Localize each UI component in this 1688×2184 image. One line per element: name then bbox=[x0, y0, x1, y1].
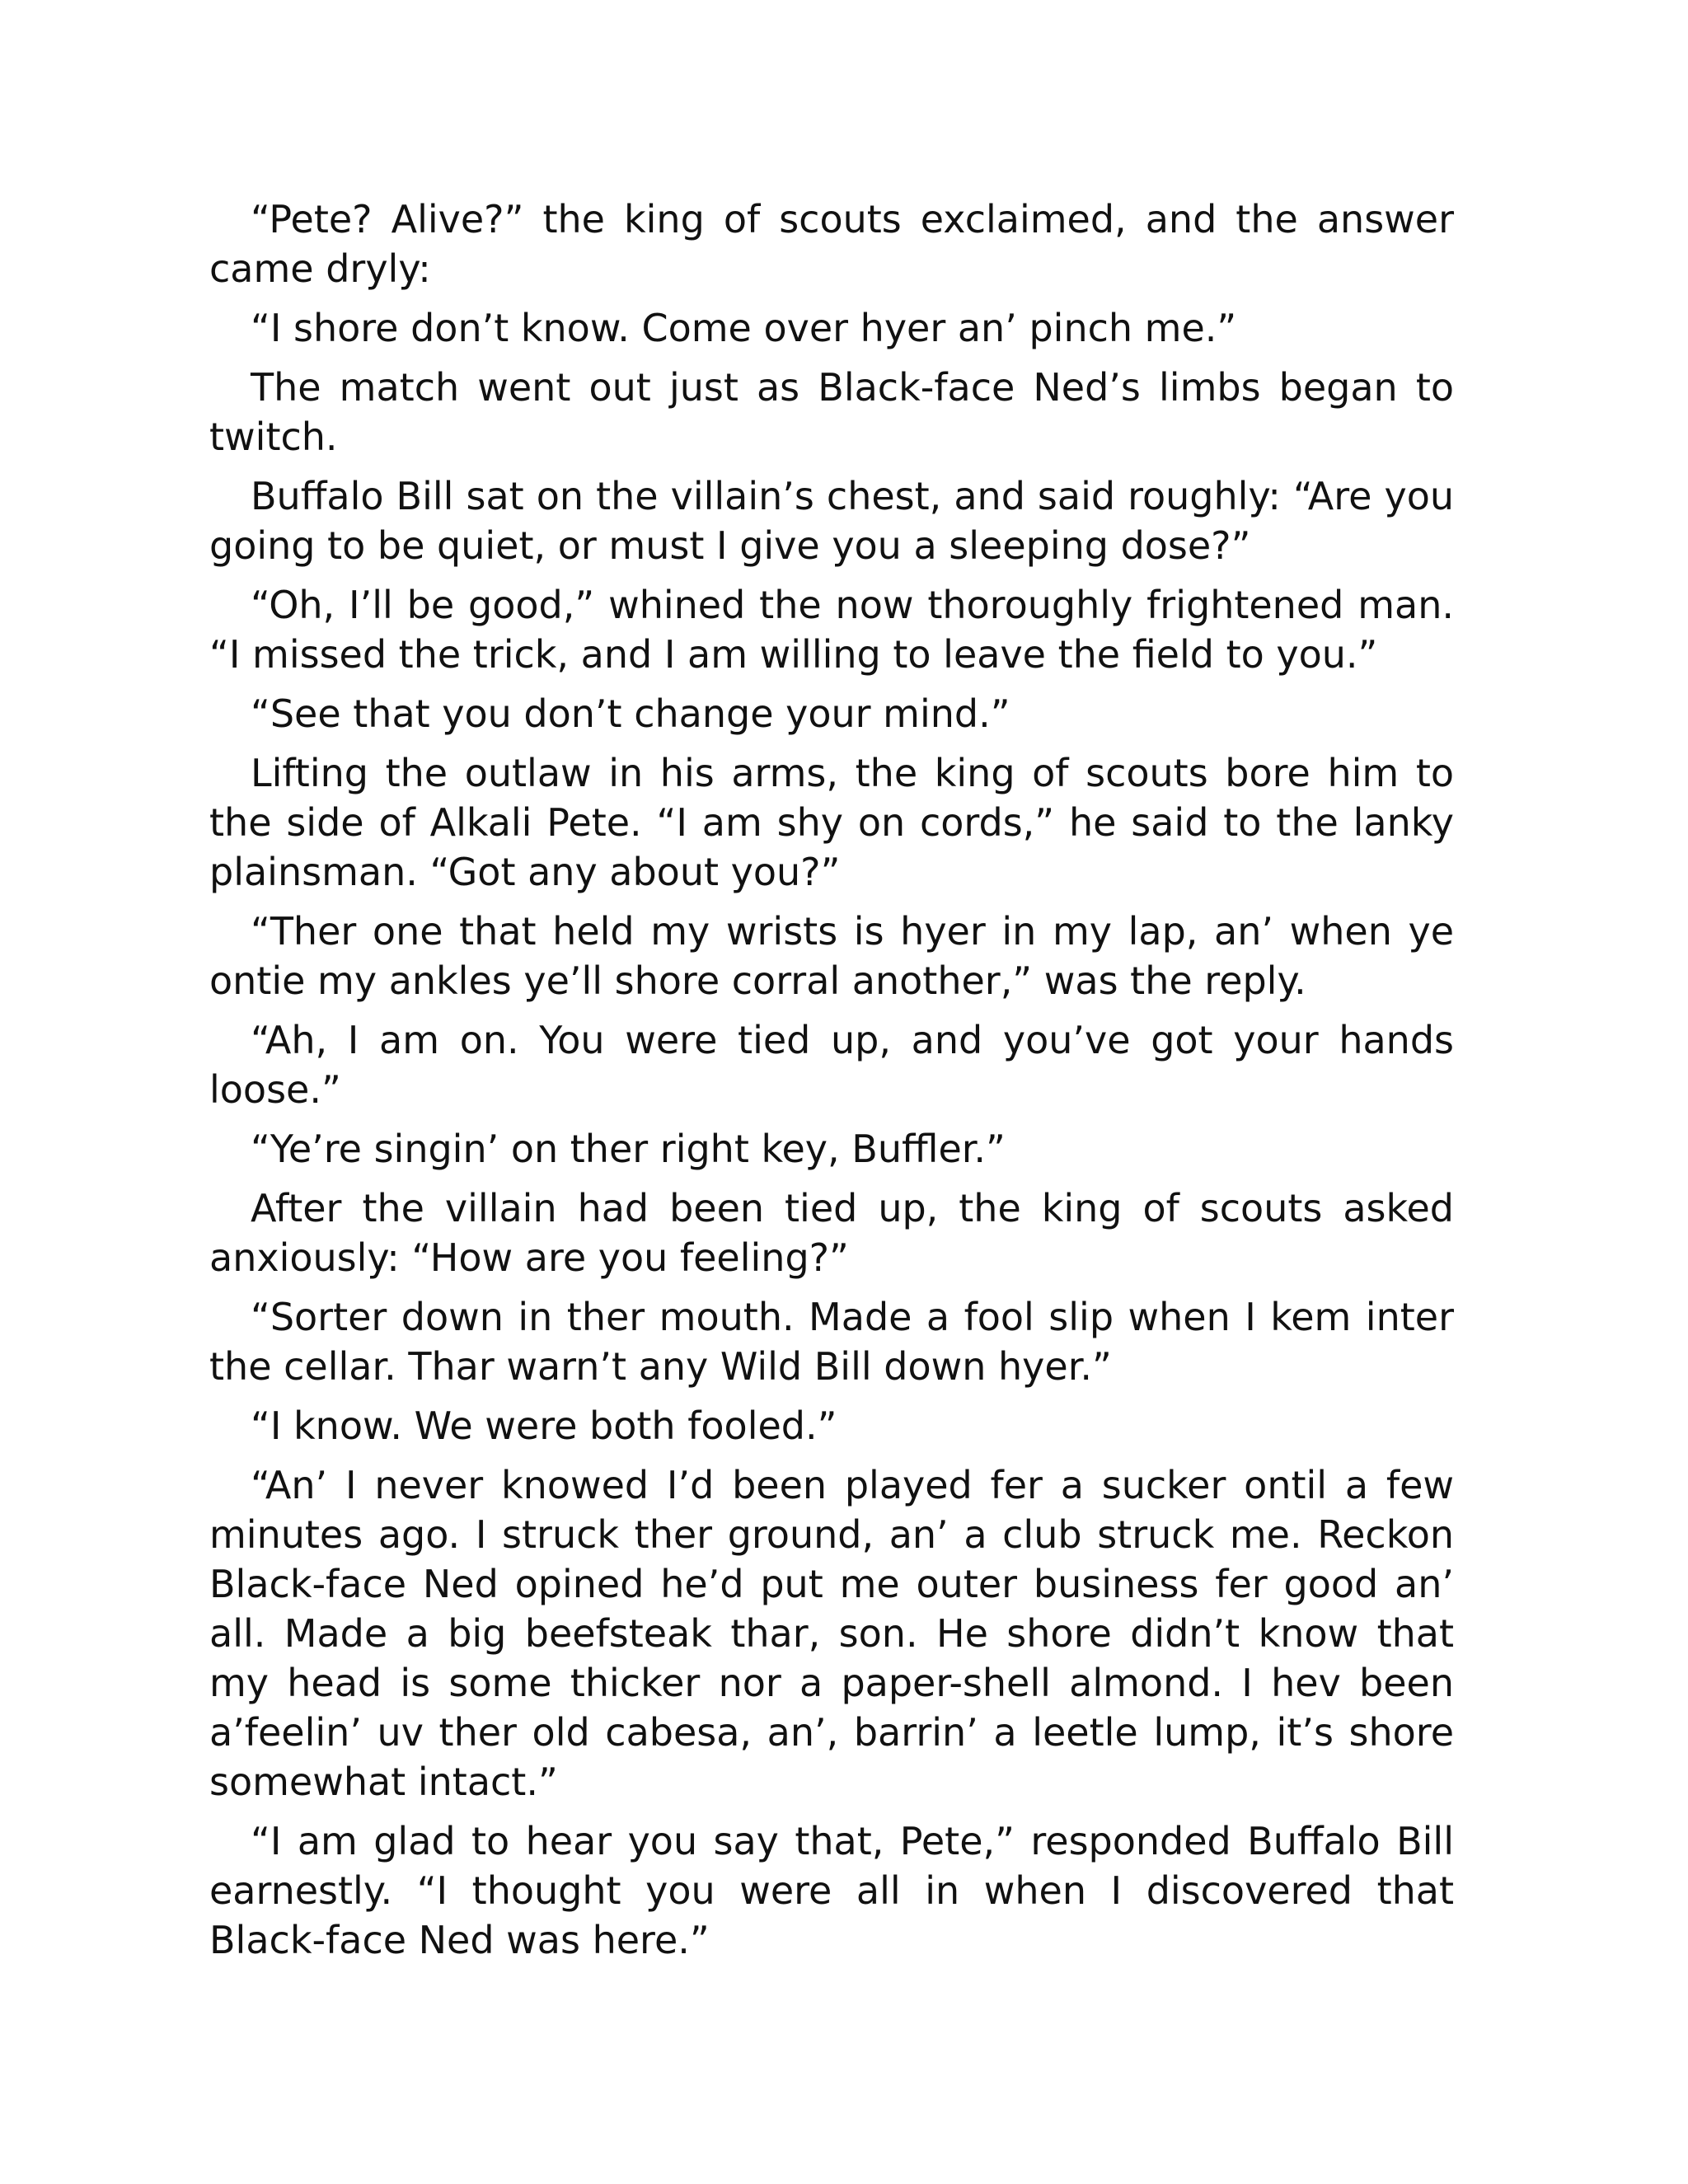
paragraph: “Ther one that held my wrists is hyer in my lap, an’ when ye ontie my ankles ye’ll shore corral another,” was the reply. bbox=[209, 909, 1454, 1003]
paragraph: “Ye’re singin’ on ther right key, Buffler.” bbox=[251, 1127, 1006, 1171]
paragraph: Buffalo Bill sat on the villain’s chest, and said roughly: “Are you going to be quiet, or must I give you a sleeping dose?” bbox=[209, 474, 1454, 568]
paragraph: After the villain had been tied up, the king of scouts asked anxiously: “How are you feeling?” bbox=[209, 1186, 1454, 1280]
paragraph: “Ah, I am on. You were tied up, and you’ve got your hands loose.” bbox=[209, 1018, 1454, 1112]
paragraph: The match went out just as Black-face Ned’s limbs began to twitch. bbox=[209, 365, 1454, 459]
paragraph: “Pete? Alive?” the king of scouts exclaimed, and the answer came dryly: bbox=[209, 197, 1454, 291]
paragraph: “Sorter down in ther mouth. Made a fool slip when I kem inter the cellar. Thar warn’t any Wild Bill down hyer.” bbox=[209, 1295, 1454, 1389]
paragraph: “An’ I never knowed I’d been played fer a sucker ontil a few minutes ago. I struck ther ground, an’ a club struck me. Reckon Black-face Ned opined he’d put me outer business fer good an’ all. Made a big beefsteak thar, son. He shore didn’t know that my head is some thicker nor a paper-shell almond. I hev been a’feelin’ uv ther old cabesa, an’, barrin’ a leetle lump, it’s shore somewhat intact.” bbox=[209, 1463, 1454, 1804]
paragraph: “I know. We were both fooled.” bbox=[251, 1404, 837, 1448]
body-text bbox=[209, 194, 1454, 1975]
paragraph: “I am glad to hear you say that, Pete,” responded Buffalo Bill earnestly. “I thought you were all in when I discovered that Black-face Ned was here.” bbox=[209, 1819, 1454, 1962]
paragraph: “See that you don’t change your mind.” bbox=[251, 691, 1010, 736]
paragraph: “I shore don’t know. Come over hyer an’ pinch me.” bbox=[251, 306, 1237, 350]
paragraph: Lifting the outlaw in his arms, the king of scouts bore him to the side of Alkali Pete. “I am shy on cords,” he said to the lanky plainsman. “Got any about you?” bbox=[209, 751, 1454, 894]
paragraph: “Oh, I’ll be good,” whined the now thoroughly frightened man. “I missed the trick, and I am willing to leave the field to you.” bbox=[209, 583, 1454, 677]
